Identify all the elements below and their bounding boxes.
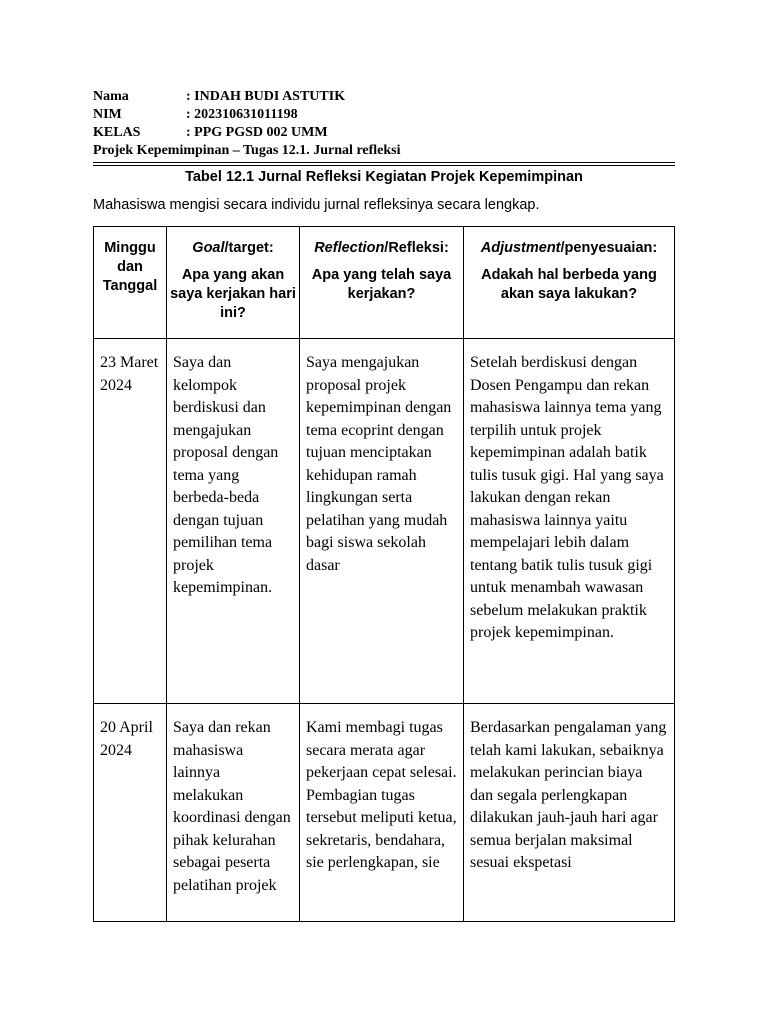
header-divider-top (93, 162, 675, 163)
header-value: : PPG PGSD 002 UMM (186, 125, 328, 140)
header-goal-rest: /target: (224, 240, 274, 256)
header-reflection-italic: Reflection (314, 240, 385, 256)
header-reflection-question: Apa yang telah saya kerjakan? (311, 267, 452, 302)
header-label: NIM (93, 107, 122, 122)
header-goal (167, 227, 300, 339)
project-line-text: Projek Kepemimpinan – Tugas 12.1. Jurnal refleksi (93, 143, 401, 158)
header-adjustment-italic: Adjustment (480, 240, 561, 256)
header-value: : INDAH BUDI ASTUTIK (186, 89, 346, 104)
header-adjustment-question: Adakah hal berbeda yang akan saya lakukan? (481, 267, 657, 302)
header-reflection-title (314, 240, 449, 256)
header-reflection-rest: /Refleksi: (384, 240, 449, 256)
header-adjustment-title (481, 240, 657, 256)
header-value: : 202310631011198 (186, 107, 298, 122)
header-row-kelas (93, 124, 675, 142)
header-label: KELAS (93, 125, 141, 140)
header-adjustment-rest: /penyesuaian: (560, 240, 658, 256)
header-goal-title (192, 240, 273, 256)
header-week-date-text: Minggu dan Tanggal (102, 240, 158, 294)
header-week-date (94, 227, 167, 339)
header-goal-question: Apa yang akan saya kerjakan hari ini? (170, 267, 296, 321)
cell-date: 23 Maret 2024 (94, 339, 167, 704)
header-label: Nama (93, 89, 129, 104)
intro-text: Mahasiswa mengisi secara individu jurnal refleksinya secara lengkap. (93, 197, 540, 213)
table-row (94, 339, 675, 704)
table-caption: Tabel 12.1 Jurnal Refleksi Kegiatan Projek Kepemimpinan (185, 169, 583, 185)
table-header-row (94, 227, 675, 339)
reflection-journal-table (93, 226, 675, 922)
header-block (93, 88, 675, 160)
cell-goal: Saya dan rekan mahasiswa lainnya melakukan koordinasi dengan pihak kelurahan sebagai peserta pelatihan projek (167, 704, 300, 922)
header-adjustment (464, 227, 675, 339)
cell-reflection: Saya mengajukan proposal projek kepemimpinan dengan tema ecoprint dengan tujuan menciptakan kehidupan ramah lingkungan serta pelatihan yang mudah bagi siswa sekolah dasar (300, 339, 464, 704)
cell-date: 20 April 2024 (94, 704, 167, 922)
cell-adjustment: Setelah berdiskusi dengan Dosen Pengampu dan rekan mahasiswa lainnya tema yang terpilih untuk projek kepemimpinan adalah batik tulis tusuk gigi. Hal yang saya lakukan dengan rekan mahasiswa lainnya yaitu mempelajari lebih dalam tentang batik tulis tusuk gigi untuk menambah wawasan sebelum melakukan praktik projek kepemimpinan. (464, 339, 675, 704)
header-divider-bottom (93, 165, 675, 166)
header-goal-italic: Goal (192, 240, 225, 256)
header-reflection (300, 227, 464, 339)
cell-reflection: Kami membagi tugas secara merata agar pekerjaan cepat selesai. Pembagian tugas tersebut meliputi ketua, sekretaris, bendahara, sie perlengkapan, sie (300, 704, 464, 922)
header-row-nama (93, 88, 675, 106)
table-row (94, 704, 675, 922)
cell-goal: Saya dan kelompok berdiskusi dan mengajukan proposal dengan tema yang berbeda-beda dengan tujuan pemilihan tema projek kepemimpinan. (167, 339, 300, 704)
cell-adjustment: Berdasarkan pengalaman yang telah kami lakukan, sebaiknya melakukan perincian biaya dan segala perlengkapan dilakukan jauh-jauh hari agar semua berjalan maksimal sesuai ekspetasi (464, 704, 675, 922)
project-line (93, 142, 675, 160)
header-row-nim (93, 106, 675, 124)
